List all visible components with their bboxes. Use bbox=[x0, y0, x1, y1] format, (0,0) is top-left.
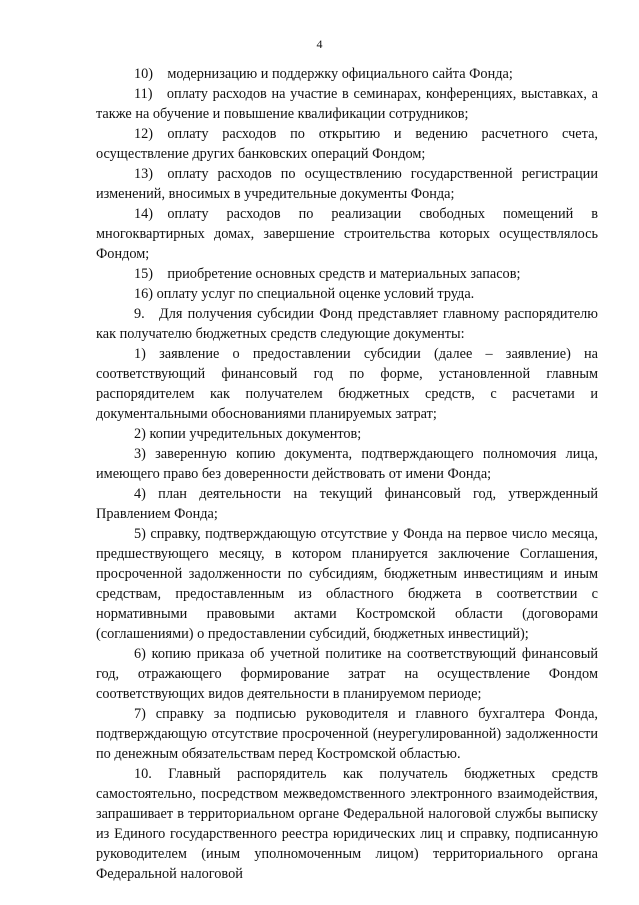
paragraph-section-9: 9. Для получения субсидии Фонд представляет главному распорядителю как получателю бюджетных средств следующие документы: bbox=[96, 306, 598, 342]
paragraph-doc-5: 5) справку, подтверждающую отсутствие у Фонда на первое число месяца, предшествующего месяцу, в котором планируется заключение Соглашения, просроченной задолженности по субсидиям, бюджетным инвестициям и иным средствам, предоставленным из областного бюджета в соответствии с нормативными правовыми актами Костромской области (договорами (соглашениями) о предоставлении субсидий, бюджетных инвестиций); bbox=[96, 526, 598, 642]
paragraph-doc-4: 4) план деятельности на текущий финансовый год, утвержденный Правлением Фонда; bbox=[96, 486, 598, 522]
document-body bbox=[96, 64, 598, 884]
paragraph-doc-1: 1) заявление о предоставлении субсидии (далее – заявление) на соответствующий финансовый год по форме, установленной главным распорядителем как получателем бюджетных средств, с расчетами и документальными обоснованиями планируемых затрат; bbox=[96, 346, 598, 422]
paragraph-item-12: 12) оплату расходов по открытию и ведению расчетного счета, осуществление других банковских операций Фондом; bbox=[96, 126, 598, 162]
paragraph-item-15: 15) приобретение основных средств и материальных запасов; bbox=[134, 266, 521, 282]
paragraph-item-14: 14) оплату расходов по реализации свободных помещений в многоквартирных домах, завершение строительства которых осуществлялось Фондом; bbox=[96, 206, 598, 262]
paragraph-doc-3: 3) заверенную копию документа, подтверждающего полномочия лица, имеющего право без доверенности действовать от имени Фонда; bbox=[96, 446, 598, 482]
paragraph-item-13: 13) оплату расходов по осуществлению государственной регистрации изменений, вносимых в учредительные документы Фонда; bbox=[96, 166, 598, 202]
paragraph-item-10: 10) модернизацию и поддержку официального сайта Фонда; bbox=[134, 66, 513, 82]
paragraph-item-16: 16) оплату услуг по специальной оценке условий труда. bbox=[134, 286, 475, 302]
paragraph-doc-6: 6) копию приказа об учетной политике на соответствующий финансовый год, отражающего формирование затрат на осуществление Фондом соответствующих видов деятельности в планируемом периоде; bbox=[96, 646, 598, 702]
paragraph-section-10: 10. Главный распорядитель как получатель бюджетных средств самостоятельно, посредством межведомственного электронного взаимодействия, запрашивает в территориальном органе Федеральной налоговой службы выписку из Единого государственного реестра юридических лиц и справку, подписанную руководителем (иным уполномоченным лицом) территориального органа Федеральной налоговой bbox=[96, 766, 598, 882]
paragraph-item-11: 11) оплату расходов на участие в семинарах, конференциях, выставках, а также на обучение и повышение квалификации сотрудников; bbox=[96, 86, 598, 122]
paragraph-doc-2: 2) копии учредительных документов; bbox=[134, 426, 362, 442]
page-number: 4 bbox=[316, 37, 323, 51]
paragraph-doc-7: 7) справку за подписью руководителя и главного бухгалтера Фонда, подтверждающую отсутствие просроченной (неурегулированной) задолженности по денежным обязательствам перед Костромской областью. bbox=[96, 706, 598, 762]
